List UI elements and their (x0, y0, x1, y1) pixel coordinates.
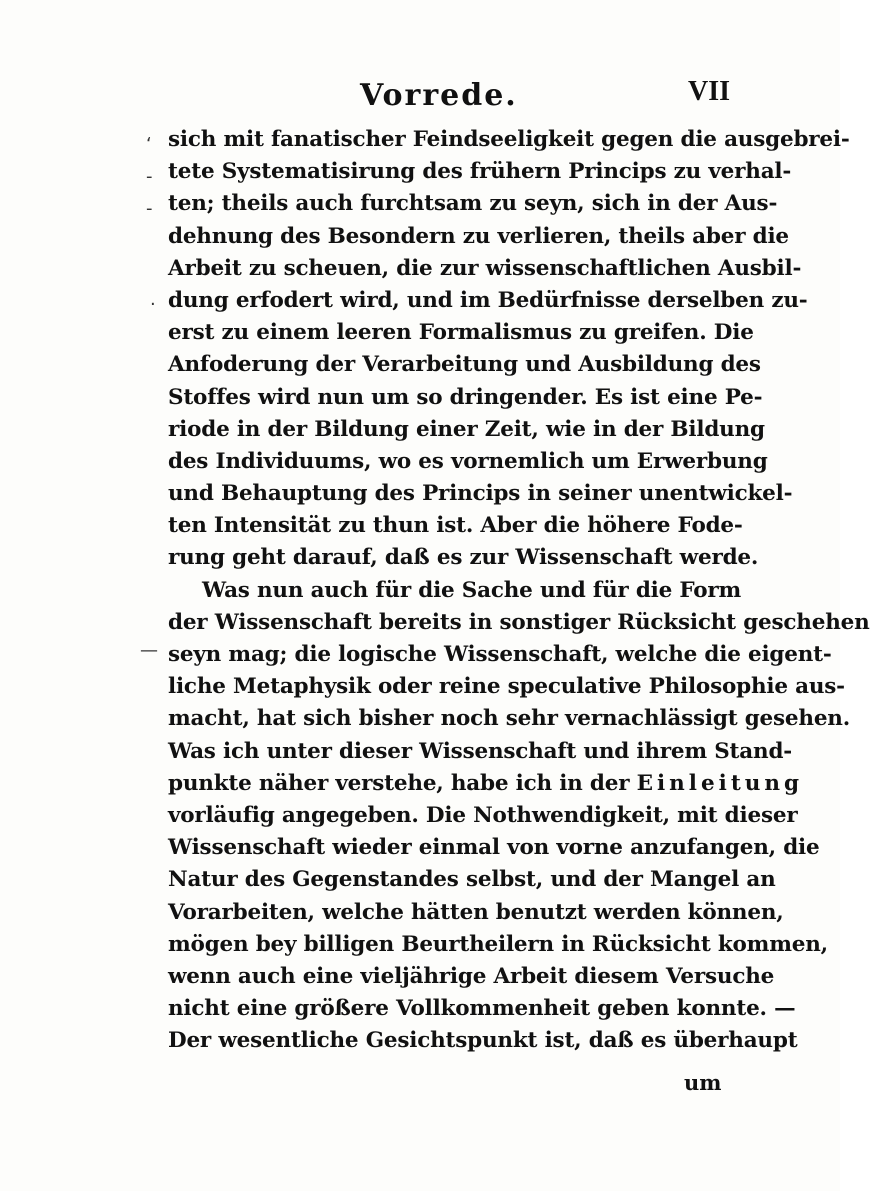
text-line: der Wissenschaft bereits in sonstiger Rücksicht geschehen (168, 609, 870, 635)
text-line: wenn auch eine vieljährige Arbeit diesem Versuche (168, 963, 775, 989)
text-line: erst zu einem leeren Formalismus zu greifen. Die (168, 320, 754, 346)
text-line: ten; theils auch furchtsam zu seyn, sich in der Aus- (168, 191, 778, 217)
text-line: Stoffes wird nun um so dringender. Es ist eine Pe- (168, 384, 763, 410)
text-line: Wissenschaft wieder einmal von vorne anzufangen, die (168, 835, 820, 861)
page-number: VII (688, 76, 731, 107)
text-line: vorläufig angegeben. Die Nothwendigkeit, mit dieser (168, 802, 798, 828)
text-line: Natur des Gegenstandes selbst, und der Mangel an (168, 867, 776, 893)
text-line: ten Intensität zu thun ist. Aber die höhere Fode- (168, 513, 743, 539)
text-line: Arbeit zu scheuen, die zur wissenschaftlichen Ausbil- (168, 255, 802, 281)
text-line: Was nun auch für die Sache und für die Form (202, 577, 742, 603)
text-line-part: punkte näher verstehe, habe ich in der (168, 770, 637, 796)
text-line: des Individuums, wo es vornemlich um Erwerbung (168, 448, 768, 474)
text-line: macht, hat sich bisher noch sehr vernachlässigt gesehen. (168, 706, 851, 732)
text-line: Anfoderung der Verarbeitung und Ausbildung des (168, 352, 761, 378)
margin-tick: - (146, 198, 153, 219)
text-line: und Behauptung des Princips in seiner unentwickel- (168, 481, 793, 507)
catchword: um (684, 1070, 722, 1095)
body-text (168, 124, 870, 1057)
text-line: Vorarbeiten, welche hätten benutzt werden können, (168, 899, 784, 925)
text-line: Der wesentliche Gesichtspunkt ist, daß es überhaupt (168, 1028, 798, 1054)
text-line: nicht eine größere Vollkommenheit geben konnte. — (168, 996, 796, 1022)
text-line: liche Metaphysik oder reine speculative Philosophie aus- (168, 674, 845, 700)
running-head: Vorrede. (360, 78, 518, 113)
text-line: Was ich unter dieser Wissenschaft und ihrem Stand- (168, 738, 793, 764)
text-line: dung erfodert wird, und im Bedürfnisse derselben zu- (168, 287, 808, 313)
emphasized-word: Einleitung (636, 770, 804, 796)
margin-tick: ‘ (146, 134, 152, 155)
text-line: dehnung des Besondern zu verlieren, theils aber die (168, 223, 789, 249)
text-line: rung geht darauf, daß es zur Wissenschaft werde. (168, 545, 759, 571)
text-line: sich mit fanatischer Feindseeligkeit gegen die ausgebrei- (168, 127, 850, 152)
margin-tick: - (146, 166, 153, 187)
text-line: mögen bey billigen Beurtheilern in Rücksicht kommen, (168, 931, 828, 957)
text-line: seyn mag; die logische Wissenschaft, welche die eigent- (168, 642, 832, 667)
margin-tick: — (140, 640, 158, 661)
margin-tick: · (150, 294, 156, 315)
text-line: riode in der Bildung einer Zeit, wie in der Bildung (168, 416, 765, 442)
text-line (168, 768, 804, 800)
text-line: tete Systematisirung des frühern Princips zu verhal- (168, 159, 792, 185)
